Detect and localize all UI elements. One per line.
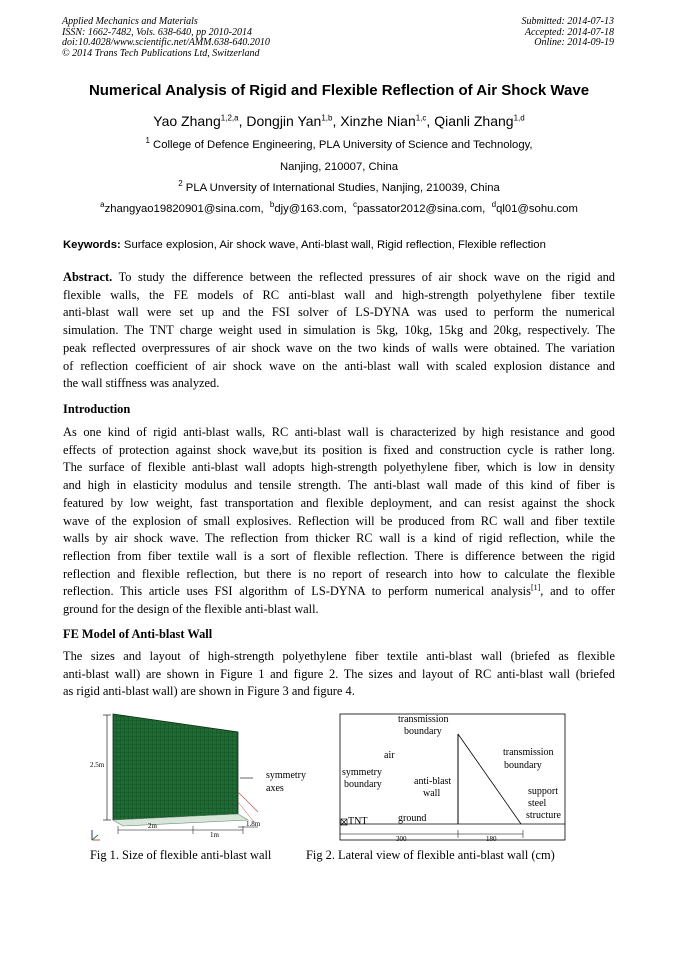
intro-line: wave of the explosion of small explosives. Reflection will be produced from RC wall and fiber textile: [63, 513, 615, 528]
paper-title: Numerical Analysis of Rigid and Flexible Reflection of Air Shock Wave: [88, 82, 590, 99]
author-sup: 1,b: [321, 113, 333, 123]
submission-dates: [522, 17, 615, 49]
affiliation-sup: 2: [178, 179, 183, 189]
keywords-text: Surface explosion, Air shock wave, Anti-blast wall, Rigid reflection, Flexible reflection: [123, 239, 546, 251]
journal-name: Applied Mechanics and Materials: [62, 16, 198, 27]
intro-line: As one kind of rigid anti-blast walls, RC anti-blast wall is characterized by high resistance and good: [63, 425, 615, 439]
author-name: Qianli Zhang: [434, 113, 514, 129]
author-sup: 1,c: [415, 113, 427, 123]
abstract-line: simulation. The TNT charge weight used in simulation is 5kg, 10kg, 15kg and 20kg, respectively. The: [63, 323, 615, 338]
author-name: Dongjin Yan: [246, 113, 322, 129]
fe-line: The sizes and layout of high-strength polyethylene fiber textile anti-blast wall (briefed as flexible: [63, 649, 615, 663]
journal-copyright: © 2014 Trans Tech Publications Ltd, Switzerland: [62, 47, 260, 59]
symmetry-boundary-label: symmetry: [342, 767, 382, 778]
intro-line-text: reflection. This article uses FSI algorithm of LS-DYNA to perform numerical analysis: [63, 584, 531, 599]
transmission-top-label-2: boundary: [404, 726, 442, 737]
keywords-label: Keywords:: [63, 239, 121, 251]
submitted-date: Submitted: 2014-07-13: [521, 16, 614, 27]
width-label: 2m: [148, 822, 157, 830]
affiliation-sup: 1: [145, 136, 150, 146]
introduction-heading: Introduction: [63, 402, 131, 416]
fe-line: anti-blast wall) are shown in Figure 1 and figure 2. The sizes and layout of RC anti-blast wall (briefed: [63, 666, 615, 681]
figure-2-drawing: [338, 712, 568, 845]
intro-line: walls by air shock wave. The reflection from thicker RC wall is a kind of rigid reflection, while the: [63, 531, 615, 546]
air-label: air: [384, 750, 395, 761]
intro-line-tail: , and to offer: [540, 584, 615, 599]
dim-left-label: 300: [396, 835, 407, 843]
figure-1: [88, 712, 306, 845]
abstract-line-text: To study the difference between the reflected pressures of air shock wave on the rigid and: [118, 270, 616, 284]
figure-1-drawing: [88, 712, 306, 845]
online-date: Online: 2014-09-19: [534, 37, 614, 48]
email-address[interactable]: djy@163.com,: [274, 203, 347, 215]
intro-line: effects of protection against shock wave,but its position is fixed and construction cycle is rather long.: [63, 442, 615, 457]
email-address[interactable]: zhangyao19820901@sina.com,: [104, 203, 264, 215]
affiliation-1: [0, 136, 678, 151]
email-sup: d: [491, 200, 497, 210]
email-sup: c: [353, 200, 358, 210]
author-name: Xinzhe Nian: [340, 113, 416, 129]
support-label: support: [528, 786, 558, 797]
intro-line: reflection and flexible reflection, but there is no report of research into how to calculate the flexible: [63, 566, 615, 581]
fe-model-body: [63, 648, 615, 701]
tnt-label: TNT: [348, 816, 368, 827]
author-sup: 1,d: [513, 113, 525, 123]
axis-triad-icon: [92, 830, 100, 840]
wall-label: wall: [423, 788, 441, 799]
author-name: Yao Zhang: [153, 113, 221, 129]
transmission-top-label: transmission: [398, 714, 449, 725]
dim-right-label: 180: [486, 835, 497, 843]
abstract-line: [63, 269, 615, 287]
structure-label: structure: [526, 810, 561, 821]
abstract-line: flexible walls, the FE models of RC anti-blast wall and high-strength polyethylene fiber textile: [63, 287, 615, 302]
email-sup: b: [269, 200, 275, 210]
journal-issn: ISSN: 1662-7482, Vols. 638-640, pp 2010-2014: [62, 26, 252, 38]
intro-line: reflection from fiber textile wall is a sort of flexible reflection. There is difference between the rigid: [63, 548, 615, 563]
email-sup: a: [100, 200, 105, 210]
fe-model-heading: FE Model of Anti-blast Wall: [63, 627, 213, 641]
affiliation-2: [0, 179, 678, 194]
affiliation-text: PLA Unversity of International Studies, Nanjing, 210039, China: [185, 182, 500, 194]
introduction-body: [63, 424, 615, 619]
email-address[interactable]: passator2012@sina.com,: [357, 203, 486, 215]
transmission-right-label-2: boundary: [504, 760, 542, 771]
email-address[interactable]: ql01@sohu.com: [496, 203, 578, 215]
author-list: Yao Zhang$^{1,2,a}$, Dongjin Yan$^{1,b}$, Xinzhe Nian$^{1,c}$, Qianli Zhang$^{1,d}$: [153, 113, 525, 129]
transmission-right-label: transmission: [503, 747, 554, 758]
wall-mesh: [113, 714, 238, 820]
email-list: [0, 200, 678, 215]
figure-2-caption: Fig 2. Lateral view of flexible anti-blast wall (cm): [306, 848, 555, 862]
steel-label: steel: [528, 798, 547, 809]
fe-line: as rigid anti-blast wall) are shown in Figure 3 and figure 4.: [63, 684, 355, 699]
figure-1-caption: Fig 1. Size of flexible anti-blast wall: [90, 848, 272, 862]
keywords: [63, 239, 623, 251]
depth-label: 1.8m: [246, 820, 261, 828]
gap-label: 1m: [210, 831, 219, 839]
intro-line: [63, 583, 615, 601]
journal-info: [62, 17, 270, 59]
abstract-line: anti-blast wall were set up and the FSI solver of LS-DYNA was used to perform the numerical: [63, 305, 615, 320]
intro-line: and high in elasticity modulus and tensile strength. The anti-blast wall made of this kind of fiber is: [63, 478, 615, 493]
figure-2: [338, 712, 568, 845]
intro-line: The surface of flexible anti-blast wall adopts high-strength polyethylene fiber, which is low in density: [63, 460, 615, 475]
intro-line: featured by low weight, fast transportation and flexible deployment, and can resist against the shock: [63, 495, 615, 510]
intro-line: ground for the design of the flexible anti-blast wall.: [63, 602, 319, 617]
ground-label: ground: [398, 813, 427, 824]
abstract-line: the wall stiffness was analyzed.: [63, 376, 220, 391]
height-label: 2.5m: [90, 761, 105, 769]
symmetry-label: symmetry: [266, 770, 306, 781]
anti-blast-label: anti-blast: [414, 776, 452, 787]
citation-link[interactable]: [1]: [530, 583, 541, 593]
abstract-line: peak reflected overpressures of air shock wave on the two kinds of walls were obtained. The variation: [63, 340, 615, 355]
abstract-line: of reflection coefficient of air shock wave on the anti-blast wall with scaled explosion distance and: [63, 358, 615, 373]
affiliation-1-city: Nanjing, 210007, China: [279, 161, 399, 173]
author-sup: 1,2,a: [220, 113, 239, 123]
axes-label: axes: [266, 783, 284, 794]
symmetry-boundary-label-2: boundary: [344, 779, 382, 790]
abstract: [63, 269, 615, 393]
journal-doi: doi:10.4028/www.scientific.net/AMM.638-640.2010: [62, 37, 270, 48]
affiliation-text: College of Defence Engineering, PLA University of Science and Technology,: [153, 139, 533, 151]
abstract-label: Abstract.: [63, 270, 113, 284]
accepted-date: Accepted: 2014-07-18: [524, 26, 614, 38]
